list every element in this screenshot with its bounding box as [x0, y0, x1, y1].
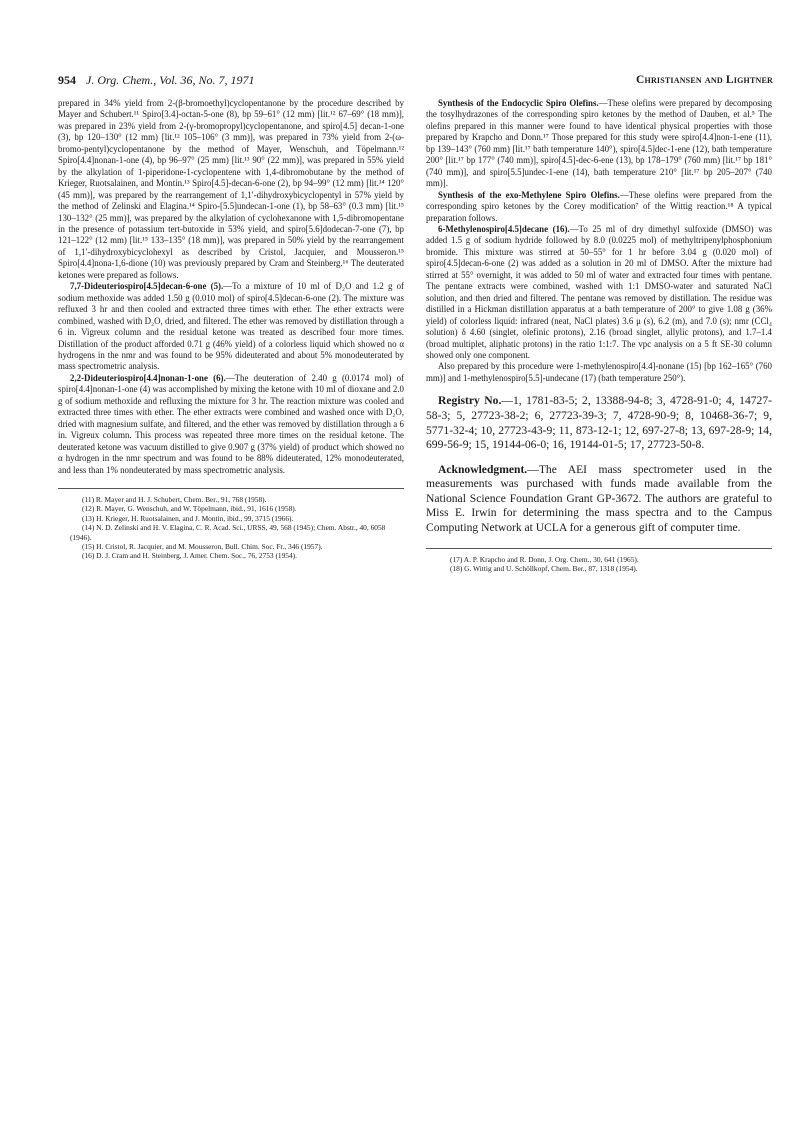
paragraph-compound-6 — [58, 373, 404, 476]
paragraph-title: 2,2-Dideuteriospiro[4.4]nonan-1-one (6). — [70, 372, 226, 383]
paragraph-title: Synthesis of the exo-Methylene Spiro Olefins. — [438, 189, 620, 200]
paragraph-title: 6-Methylenospiro[4.5]decane (16). — [438, 223, 570, 234]
journal-citation: J. Org. Chem., Vol. 36, No. 7, 1971 — [86, 73, 255, 87]
header-left — [58, 71, 255, 89]
paragraph-body: —These olefins were prepared by decomposing the tosylhydrazones of the corresponding spiro ketones by the method of Dauben, et al.⁵ The olefins prepared in this manner were found to have identical physical properties with those prepared by Krapcho and Donn.¹⁷ Those prepared for this study were spiro[4.4]non-1-ene (11), bp 139–143° (760 mm) [lit.¹⁷ bath temperature 140°), spiro[4.5]dec-1-ene (12), bath temperature 200° [lit.¹⁷ bp 177° (740 mm)], spiro[4.5]-dec-6-ene (13), bp 178–179° (760 mm) [lit.¹⁷ bp 181° (740 mm)], and spiro[5.5]undec-1-ene (14), bath temperature 210° [lit.¹⁷ bp 205–207° (740 mm)]. — [426, 98, 772, 189]
paragraph-title: Synthesis of the Endocyclic Spiro Olefins. — [438, 98, 599, 108]
paragraph-endocyclic — [426, 98, 772, 190]
paragraph-body: —To a mixture of 10 ml of D₂O and 1.2 g of sodium methoxide was added 1.50 g (0.010 mol) of spiro[4.5]decan-6-one (2). The mixture was refluxed 3 hr and then cooled and extracted three times with ether. The ether extracts were combined, washed with D₂O, dried, and filtered. The ether was removed by distillation through a 6 in. Vigreux column and the residual ketone was treated as described four more times. Distillation of the product afforded 0.71 g (46% yield) of a colorless liquid which showed no α hydrogens in the nmr and was found to be 95% dideuterated and about 5% monodeuterated by mass spectrometric analysis. — [58, 281, 405, 372]
registry-label: Registry No. — [438, 394, 502, 408]
left-column — [58, 98, 404, 561]
acknowledgment-label: Acknowledgment. — [438, 462, 528, 476]
footnote: (18) G. Wittig and U. Schöllkopf, Chem. Ber., 87, 1318 (1954). — [450, 564, 638, 574]
paragraph-title: 7,7-Dideuteriospiro[4.5]decan-6-one (5). — [70, 281, 224, 292]
registry-body: —1, 1781-83-5; 2, 13388-94-8; 3, 4728-91-0; 4, 14727-58-3; 5, 27723-38-2; 6, 27723-39-3; 7, 4728-90-9; 8, 10468-36-7; 9, 5771-32-4; 10, 27723-43-9; 11, 873-12-1; 12, 697-27-8; 13, 697-28-9; 14, 699-56-9; 15, 19144-06-0; 16, 19144-01-5; 17, 27723-50-8. — [426, 394, 772, 452]
registry-numbers — [426, 394, 772, 452]
footnote: (13) H. Krieger, H. Ruotsalainen, and J. Montin, ibid., 99, 3715 (1966). — [82, 513, 294, 523]
paragraph-preparations: prepared in 34% yield from 2-(β-bromoethyl)cyclopentanone by the procedure described by Mayer and Schubert.¹¹ Spiro[3.4]-octan-5-one (8), bp 59–61° (12 mm) [lit.¹² 67–69° (18 mm)], was prepared in 23% yield from 2-(γ-bromopropyl)cyclopentanone, and spiro[4.5] decan-1-one (3), bp 120–130° (12 mm) [lit.¹² 105–106° (3 mm)], was prepared in 73% yield from 2-(ω-bromo-pentyl)cyclopentanone by the method of Mayer, Wenschuh, and Töpelmann.¹² Spiro[4.4]nonan-1-one (4), bp 96–97° (25 mm) [lit.¹³ 90° (22 mm)], was prepared in 55% yield by the alkylation of 1-piperidone-1-cyclopentene with 1,4-dibromobutane by the method of Krieger, Ruotsalainen, and Montin.¹³ Spiro[4.5]-decan-6-one (2), bp 94–99° (12 mm) [lit.¹⁴ 120° (45 mm)], was prepared by the rearrangement of 1,1′-dihydroxybicyclopentyl in 57% yield by the method of Zelinski and Elagina.¹⁴ Spiro-[5.5]undecan-1-one (1), bp 58–63° (0.3 mm) [lit.¹⁵ 130–132° (25 mm)], was prepared by the alkylation of cyclohexanone with 1,5-dibromopentane in the presence of potassium tert-butoxide in 53% yield, and spiro[5.6]dodecan-7-one (7), bp 121–122° (12 mm) [lit.¹⁵ 133–135° (18 mm)], was prepared in 50% yield by the rearrangement of 1,1′-dihydroxybicyclohexyl as described by Cristol, Jacquier, and Mousseron.¹⁵ Spiro[4.4]nona-1,6-dione (10) was previously prepared by Cram and Steinberg.¹⁶ The deuterated ketones were prepared as follows. — [58, 98, 404, 280]
footnote: (12) R. Mayer, G. Wenschuh, and W. Töpelmann, ibid., 91, 1616 (1958). — [82, 504, 297, 514]
paragraph-also-prepared: Also prepared by this procedure were 1-methylenospiro[4.4]-nonane (15) [bp 162–165° (760 mm)] and 1-methylenospiro[5.5]-undecane (17) (bath temperature 250°). — [426, 361, 772, 383]
page-number: 954 — [58, 73, 76, 87]
page-header — [58, 71, 773, 89]
paragraph-body: —These olefins were prepared from the corresponding spiro ketones by the Corey modification⁷ of the Wittig reaction.¹⁸ A typical preparation follows. — [426, 189, 772, 223]
paragraph-exo-methylene — [426, 190, 772, 224]
footnote: (15) H. Cristol, R. Jacquier, and M. Mousseron, Bull. Chim. Soc. Fr., 346 (1957). — [82, 541, 323, 551]
footnote: (11) R. Mayer and H. J. Schubert, Chem. Ber., 91, 768 (1958). — [82, 494, 267, 504]
acknowledgment — [426, 463, 772, 536]
running-authors: Christiansen and Lightner — [636, 74, 773, 86]
paragraph-body: —The deuteration of 2.40 g (0.0174 mol) of spiro[4.4]nonan-1-one (4) was accomplished by mixing the ketone with 10 ml of dioxane and 2.0 g of sodium methoxide and refluxing the mixture for 3 hr. The reaction mixture was cooled and extracted three times with ether. The ether extracts were combined and washed once with D₂O, dried with magnesium sulfate, and filtered, and the ether was removed by distillation through a 6 in. Vigreux column. This process was repeated three more times on the residual ketone. The deuterated ketone was vacuum distilled to give 0.907 g (37% yield) of product which showed no α hydrogen in the nmr spectrum and was found to be 88% dideuterated, 12% monodeuterated, and less than 1% nondeuterated by mass spectrometric analysis. — [58, 372, 404, 475]
footnotes-right — [426, 548, 772, 574]
footnote: (16) D. J. Cram and H. Steinberg, J. Amer. Chem. Soc., 76, 2753 (1954). — [82, 551, 297, 561]
acknowledgment-body: —The AEI mass spectrometer used in the measurements was purchased with funds made available from the National Science Foundation Grant GP-3672. The authors are grateful to Miss E. Irwin for determining the mass spectra and to the Campus Computing Network at UCLA for a generous gift of computer time. — [426, 462, 772, 535]
right-column — [426, 98, 772, 573]
footnote: (17) A. P. Krapcho and R. Donn, J. Org. Chem., 30, 641 (1965). — [450, 554, 639, 564]
footnotes-left — [58, 488, 404, 561]
paragraph-body: —To 25 ml of dry dimethyl sulfoxide (DMSO) was added 1.5 g of sodium hydride followed by 8.0 (0.0225 mol) of methyltripenylphosphonium bromide. This mixture was stirred at 50–55° for 1 hr before 3.04 g (0.020 mol) of spiro[4.5]decan-6-one (2) was added as a solution in 20 ml of DMSO. After the mixture had stirred at 55° overnight, it was added to 50 ml of water and extracted four times with pentane. The pentane extracts were combined, washed with 1:1 DMSO-water and saturated NaCl solution, and then dried and filtered. The pentane was removed by distillation. The residue was distilled in a Hickman distillation apparatus at a bath temperature of 200° to give 1.08 g (36% yield) of colorless liquid: infrared (neat, NaCl plates) 3.6 μ (s), 6.2 (m), and 7.0 (s); nmr (CCl₄ solution) δ 4.60 (singlet, olefinic protons), 2.16 (broad singlet, allylic protons), and 1.7–1.4 (broad multiplet, aliphatic protons) in the ratio 1:1:7. The vpc analysis on a 5 ft SE-30 column showed only one component. — [426, 223, 772, 360]
paragraph-compound-16 — [426, 224, 772, 361]
paragraph-compound-5 — [58, 281, 404, 373]
footnote: (14) N. D. Zelinski and H. V. Elagina, C. R. Acad. Sci., URSS, 49, 568 (1945); Chem. Abstr., 40, 6058 (1946). — [70, 523, 386, 542]
